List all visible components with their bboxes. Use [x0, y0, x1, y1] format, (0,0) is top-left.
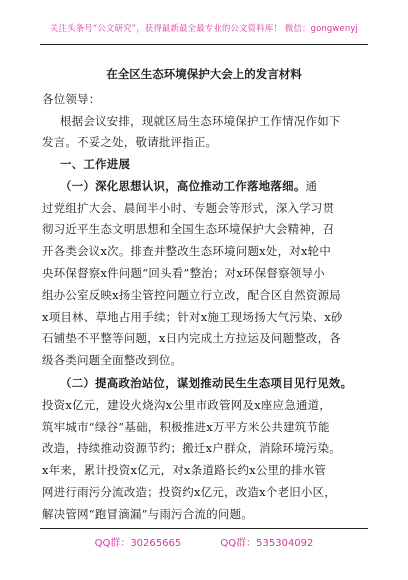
- para2-line: 解决管网“跑冒滴漏”与雨污合流的问题。: [42, 507, 253, 521]
- footer-divider: [40, 528, 368, 529]
- document-title: 在全区生态环境保护大会上的发言材料: [106, 67, 302, 81]
- para1-line: 彻习近平生态文明思想和全国生态环境保护大会精神，召: [42, 222, 335, 236]
- para2-lead: （二）提高政治站位，谋划推动民生生态项目见行见效。: [60, 376, 353, 390]
- footer-qq-group-1: QQ群：30265665: [94, 538, 182, 549]
- para1-line: 开各类会议x次。排查并整改生态环境问题x处，对x轮中: [42, 244, 332, 258]
- intro-line: 发言。不妥之处，敬请批评指正。: [42, 135, 218, 149]
- para1-line: 央环保督察x件问题“回头看”整治；对x环保督察领导小: [42, 266, 325, 280]
- para1-line: 级各类问题全面整改到位。: [42, 353, 183, 367]
- para1-lead-tail: 通: [305, 179, 318, 193]
- para1-lead: （一）深化思想认识，高位推动工作落地落细。: [60, 179, 306, 193]
- para2-line: 网进行雨污分流改造；投资约x亿元，改造x个老旧小区，: [42, 485, 337, 499]
- para1-line: x项目林、草地占用手续；针对x施工现场扬大气污染、x砂: [42, 310, 343, 324]
- para2-line: 改造，持续推动资源节约；搬迁x户群众，消除环境污染。: [42, 441, 341, 455]
- para1-line: 组办公室反映x扬尘管控问题立行立改，配合区自然资源局: [42, 288, 341, 302]
- footer-qq-bar: [0, 534, 408, 549]
- para2-line: 投资x亿元，建设火烧沟x公里市政管网及x座应急通道，: [42, 398, 332, 412]
- para2-line: x年来，累计投资x亿元，对x条道路长约x公里的排水管: [42, 463, 327, 477]
- intro-line: 根据会议安排，现就区局生态环境保护工作情况作如下: [60, 114, 341, 128]
- para2-line: 筑牢城市“绿谷”基础，积极推进x万平方米公共建筑节能: [42, 420, 330, 434]
- footer-qq-group-2: QQ群：535304092: [220, 538, 314, 549]
- section-heading: 一、工作进展: [60, 157, 131, 171]
- salutation: 各位领导：: [42, 92, 101, 106]
- para1-line: 石铺垫不平整等问题，x日内完成土方拉运及问题整改，各: [42, 331, 341, 345]
- header-promo-note: 关注头条号“公文研究”，获得最新最全最专业的公文资料库！ 微信：gongwenyj: [49, 23, 359, 33]
- header-divider: [40, 44, 368, 45]
- para1-lead-line: [60, 176, 317, 198]
- para1-line: 过党组扩大会、晨间半小时、专题会等形式，深入学习贯: [42, 201, 335, 215]
